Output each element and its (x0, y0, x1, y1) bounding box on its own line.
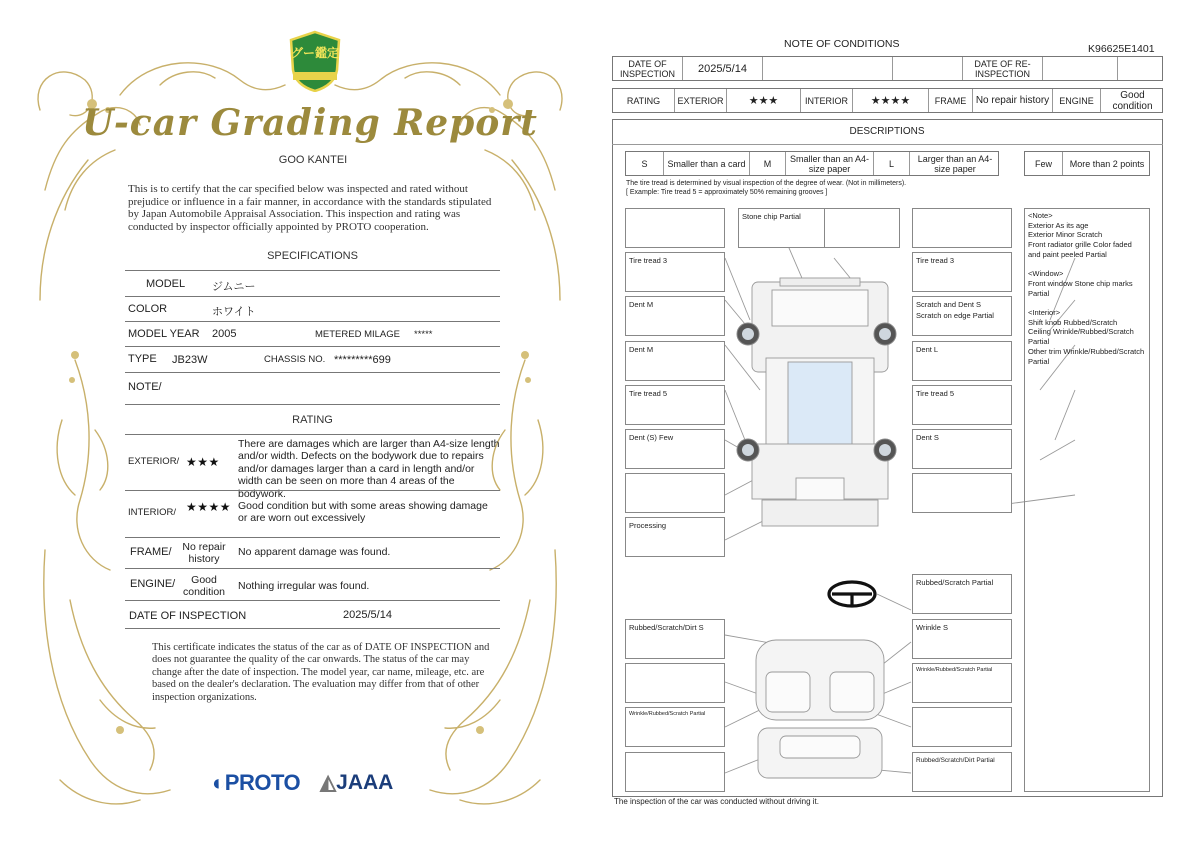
engine-value-cell: Good condition (1112, 89, 1153, 112)
divider (125, 434, 500, 435)
remarks-interior-line: Other trim Wrinkle/Rubbed/Scratch Partial (1028, 346, 1145, 366)
frame-value: No repair history (182, 541, 226, 566)
exterior-note-box (824, 208, 900, 248)
exterior-note-box (625, 473, 725, 513)
type-value: JB23W (172, 354, 208, 366)
divider (125, 628, 500, 629)
exterior-description: There are damages which are larger than A4-size length and/or width. Defects on the bodywork due to repairs and/or damages larger than a card in length and/or width can be seen on more than 4 areas of the bodywork. (238, 438, 500, 500)
legend-m-desc: Smaller than an A4-size paper (786, 152, 874, 175)
tire-note-line-2: [ Example: Tire tread 5 = approximately 50% remaining grooves ] (626, 189, 828, 196)
legend-s-desc: Smaller than a card (664, 152, 750, 175)
certificate-intro: This is to certify that the car specified below was inspected and rated without prejudice or influence in a fair manner, in accordance with the standards stipulated by Japan Automobile Appraisal Association. This inspection and rating was conducted by inspector officially appointed by PROTO cooperation. (128, 183, 492, 233)
interior-stars: ★★★★ (186, 500, 232, 514)
frame-value-cell: No repair history (973, 89, 1053, 112)
interior-note-box: Wrinkle/Rubbed/Scratch Partial (912, 663, 1012, 703)
exterior-note-box: Stone chip Partial (738, 208, 838, 248)
model-label: MODEL (146, 278, 186, 290)
remarks-interior-line: Ceiling Wrinkle/Rubbed/Scratch Partial (1028, 327, 1134, 347)
divider (125, 600, 500, 601)
interior-stars-cell: ★★★★ (853, 89, 929, 112)
rating-label-cell: RATING (613, 89, 675, 112)
exterior-label: EXTERIOR/ (128, 456, 180, 467)
divider (125, 346, 500, 347)
divider (125, 568, 500, 569)
legend-l: L (874, 152, 910, 175)
exterior-note-box: Tire tread 5 (625, 385, 725, 425)
model-value: ジムニー (212, 281, 256, 293)
descriptions-heading: DESCRIPTIONS (849, 126, 925, 137)
frame-label: FRAME/ (130, 546, 172, 558)
tire-note-line-1: The tire tread is determined by visual inspection of the degree of wear. (Not in millimeters). (626, 180, 907, 187)
engine-label: ENGINE/ (130, 578, 176, 590)
frame-label-cell: FRAME (929, 89, 973, 112)
jaaa-logo-text: JAAA (336, 771, 394, 794)
color-label: COLOR (128, 303, 168, 315)
interior-note-box: Wrinkle S (912, 619, 1012, 659)
legend-few-desc: More than 2 points (1069, 158, 1145, 169)
type-label: TYPE (128, 353, 157, 365)
exterior-note-box (912, 208, 1012, 248)
exterior-note-box: Dent M (625, 296, 725, 336)
interior-label: INTERIOR/ (128, 507, 177, 518)
exterior-note-box: Dent (S) Few (625, 429, 725, 469)
legend-m: M (750, 152, 786, 175)
frame-description: No apparent damage was found. (238, 546, 391, 558)
exterior-label-cell: EXTERIOR (675, 89, 727, 112)
remarks-interior-line: Shift knob Rubbed/Scratch (1028, 317, 1118, 327)
exterior-note-box: Dent L (912, 341, 1012, 381)
chassis-label: CHASSIS NO. (264, 354, 326, 365)
interior-note-box (625, 663, 725, 703)
divider (125, 296, 500, 297)
engine-value: Good condition (182, 574, 226, 599)
date-reinspection-label-cell: DATE OF RE-INSPECTION (963, 57, 1043, 80)
exterior-note-box (625, 208, 725, 248)
divider (125, 372, 500, 373)
model-year-value: 2005 (212, 328, 237, 340)
remarks-note-line: Front radiator grille Color faded and paint peeled Partial (1028, 240, 1132, 259)
steering-wheel-icon (829, 582, 875, 606)
interior-note-box (912, 707, 1012, 747)
proto-logo-text: PROTO (224, 770, 301, 795)
exterior-stars: ★★★ (186, 455, 220, 469)
legend-s: S (626, 152, 664, 175)
specifications-heading: SPECIFICATIONS (267, 250, 358, 262)
proto-logo (212, 770, 300, 796)
shield-badge-icon (287, 30, 343, 92)
report-subtitle: GOO KANTEI (278, 154, 348, 166)
remarks-window-line: Front window Stone chip marks Partial (1028, 278, 1133, 298)
divider (125, 537, 500, 538)
remarks-panel (1024, 208, 1150, 792)
remarks-note-line: Exterior Minor Scratch (1028, 230, 1103, 240)
exterior-note-box: Tire tread 3 (625, 252, 725, 292)
interior-label-cell: INTERIOR (801, 89, 853, 112)
exterior-note-box: Scratch and Dent S Scratch on edge Partial (912, 296, 1012, 336)
divider (125, 404, 500, 405)
legend-few: Few (1025, 152, 1063, 175)
date-inspection-label-cell: DATE OF INSPECTION (613, 57, 683, 80)
exterior-stars-cell: ★★★ (727, 89, 801, 112)
rating-heading: RATING (292, 414, 333, 426)
interior-note-box: Wrinkle/Rubbed/Scratch Partial (625, 707, 725, 747)
divider (125, 321, 500, 322)
engine-description: Nothing irregular was found. (238, 580, 370, 592)
legend-l-desc: Larger than an A4-size paper (917, 153, 993, 174)
date-inspection-value-cell: 2025/5/14 (683, 57, 763, 80)
inspection-footnote: The inspection of the car was conducted without driving it. (614, 797, 819, 806)
model-year-label: MODEL YEAR (128, 328, 200, 340)
jaaa-mark-icon: ◭ (320, 771, 337, 794)
exterior-note-box: Processing (625, 517, 725, 557)
mileage-label: METERED MILAGE (315, 329, 400, 340)
certificate-footer: This certificate indicates the status of the car as of DATE OF INSPECTION and does not guarantee the quality of the car onwards. The status of the car may change after the date of inspection. The model year, car name, mileage, etc. are based on the dealer's declaration. The evaluation may differ from that of other inspection organizations. (152, 642, 490, 703)
chassis-value: *********699 (334, 354, 391, 366)
interior-note-box (625, 752, 725, 792)
note-of-conditions (600, 0, 1200, 848)
exterior-note-box: Dent M (625, 341, 725, 381)
exterior-note-box: Tire tread 5 (912, 385, 1012, 425)
proto-mark-icon: ◐ (212, 770, 225, 795)
mileage-value: ***** (414, 329, 433, 340)
interior-description: Good condition but with some areas showing damage or are worn out excessively (238, 500, 488, 525)
engine-label-cell: ENGINE (1053, 89, 1101, 112)
goo-kantei-badge (287, 30, 343, 92)
divider (125, 270, 500, 271)
inspection-date-label: DATE OF INSPECTION (129, 610, 247, 622)
interior-note-box: Rubbed/Scratch/Dirt Partial (912, 752, 1012, 792)
remarks-note-line: Exterior As its age (1028, 220, 1089, 230)
color-value: ホワイト (212, 306, 256, 318)
interior-note-box: Rubbed/Scratch/Dirt S (625, 619, 725, 659)
remarks-window-heading: <Window> (1028, 269, 1064, 279)
remarks-interior-heading: <Interior> (1028, 308, 1061, 317)
badge-text: グー鑑定 (290, 46, 339, 60)
exterior-note-box (912, 473, 1012, 513)
report-title: U-car Grading Report (82, 102, 538, 144)
note-title: NOTE OF CONDITIONS (784, 38, 900, 50)
inspection-date-value: 2025/5/14 (343, 609, 392, 621)
exterior-note-box: Tire tread 3 (912, 252, 1012, 292)
document-id: K96625E1401 (1088, 43, 1155, 55)
jaaa-logo (320, 770, 393, 795)
note-label: NOTE/ (128, 381, 162, 393)
divider (125, 490, 500, 491)
remarks-note-heading: <Note> (1028, 211, 1053, 220)
exterior-note-box: Dent S (912, 429, 1012, 469)
interior-note-box: Rubbed/Scratch Partial (912, 574, 1012, 614)
